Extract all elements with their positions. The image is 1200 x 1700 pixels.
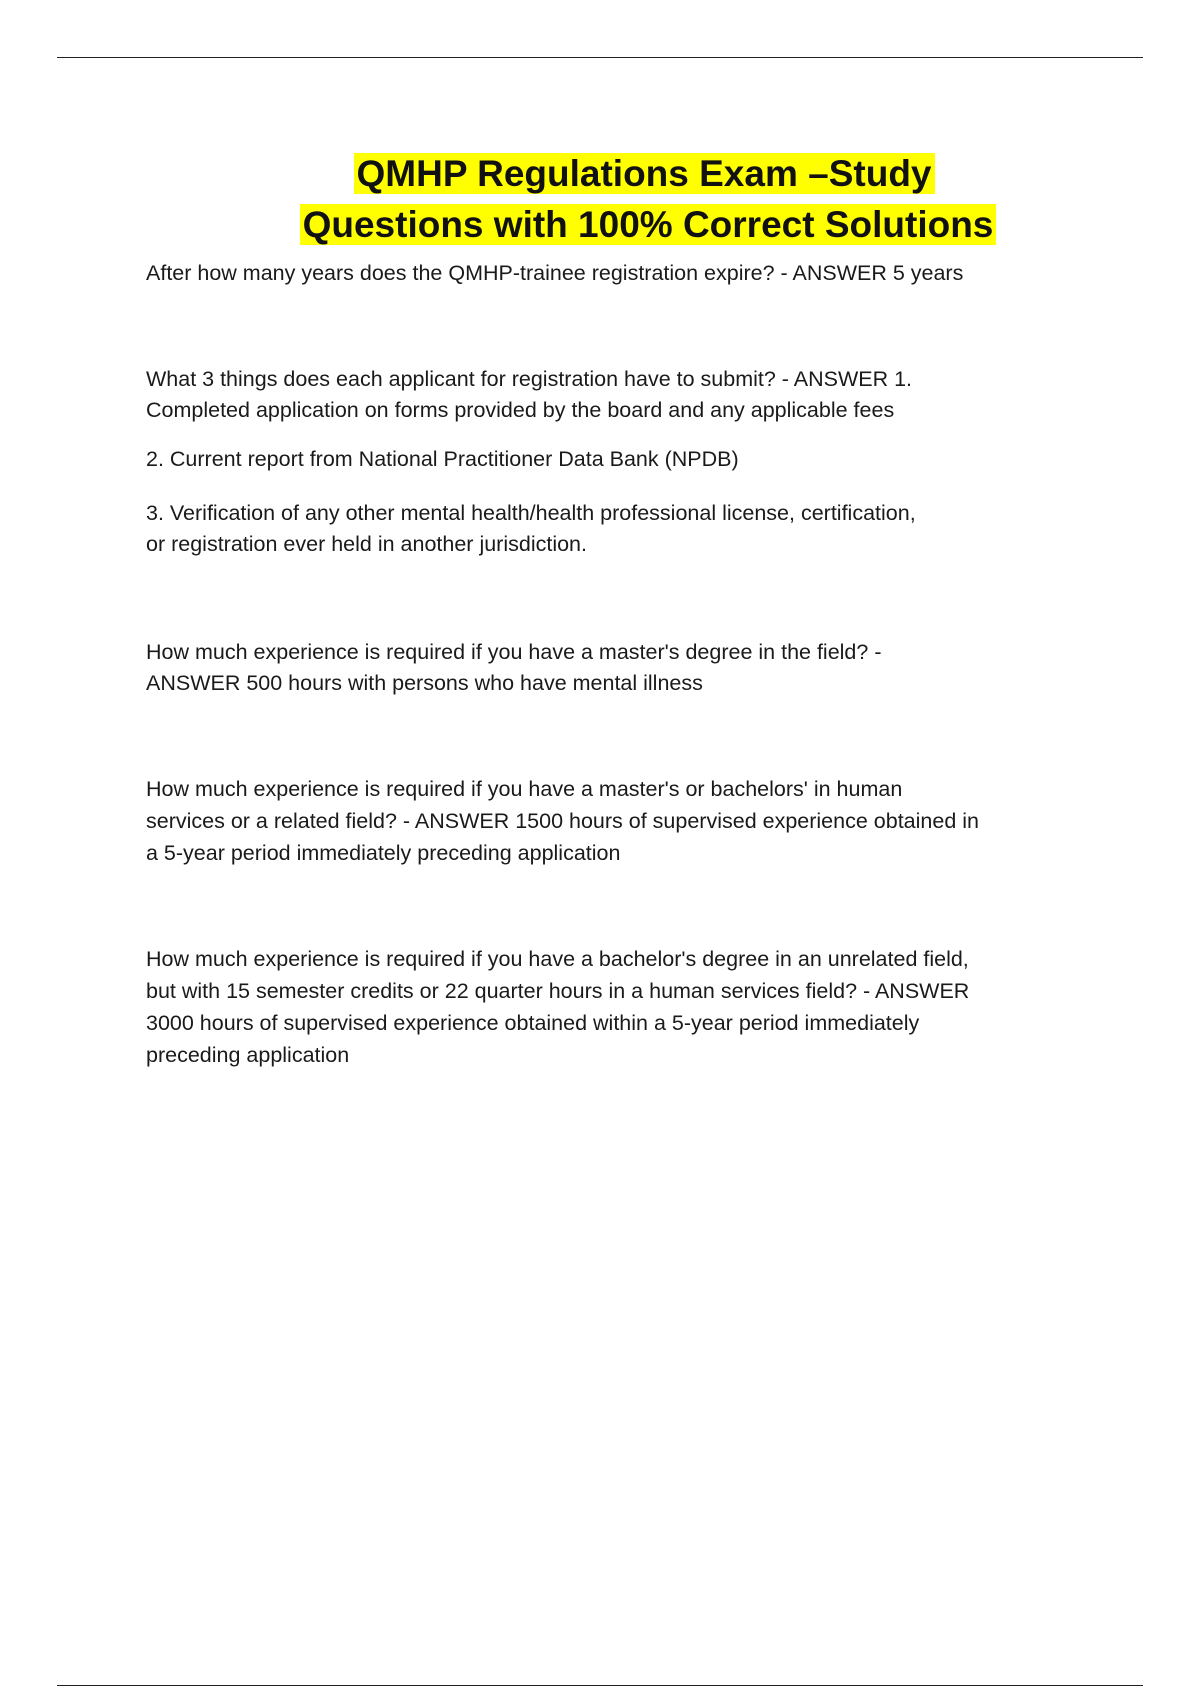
text-line: ANSWER 500 hours with persons who have mental illness [146,671,703,695]
answer-item-npdb [146,444,1086,475]
text-line: How much experience is required if you have a master's degree in the field? - [146,640,882,664]
text-line: How much experience is required if you have a bachelor's degree in an unrelated field, [146,947,969,971]
question-human-services-experience [146,773,1086,869]
text-line: 2. Current report from National Practitioner Data Bank (NPDB) [146,447,739,471]
text-line: services or a related field? - ANSWER 1500 hours of supervised experience obtained in [146,809,979,833]
text-line: Completed application on forms provided by the board and any applicable fees [146,398,895,422]
text-line: or registration ever held in another jurisdiction. [146,532,587,556]
question-masters-experience [146,637,1086,699]
text-line: but with 15 semester credits or 22 quarter hours in a human services field? - ANSWER [146,979,970,1003]
text-line: 3000 hours of supervised experience obtained within a 5-year period immediately [146,1011,920,1035]
title-line-2: Questions with 100% Correct Solutions [300,204,997,245]
answer-item-verification [146,498,1086,560]
text-line: After how many years does the QMHP-trainee registration expire? - ANSWER 5 years [146,261,964,285]
question-unrelated-bachelors-experience [146,943,1086,1071]
document-title [0,148,1200,250]
text-line: a 5-year period immediately preceding application [146,841,621,865]
question-submission [146,364,1086,426]
text-line: How much experience is required if you have a master's or bachelors' in human [146,777,903,801]
text-line: preceding application [146,1043,350,1067]
text-line: What 3 things does each applicant for registration have to submit? - ANSWER 1. [146,367,913,391]
bottom-rule [57,1685,1143,1686]
question-expiry [146,258,1086,289]
top-rule [57,57,1143,58]
text-line: 3. Verification of any other mental health/health professional license, certification, [146,501,916,525]
title-line-1: QMHP Regulations Exam –Study [354,153,935,194]
